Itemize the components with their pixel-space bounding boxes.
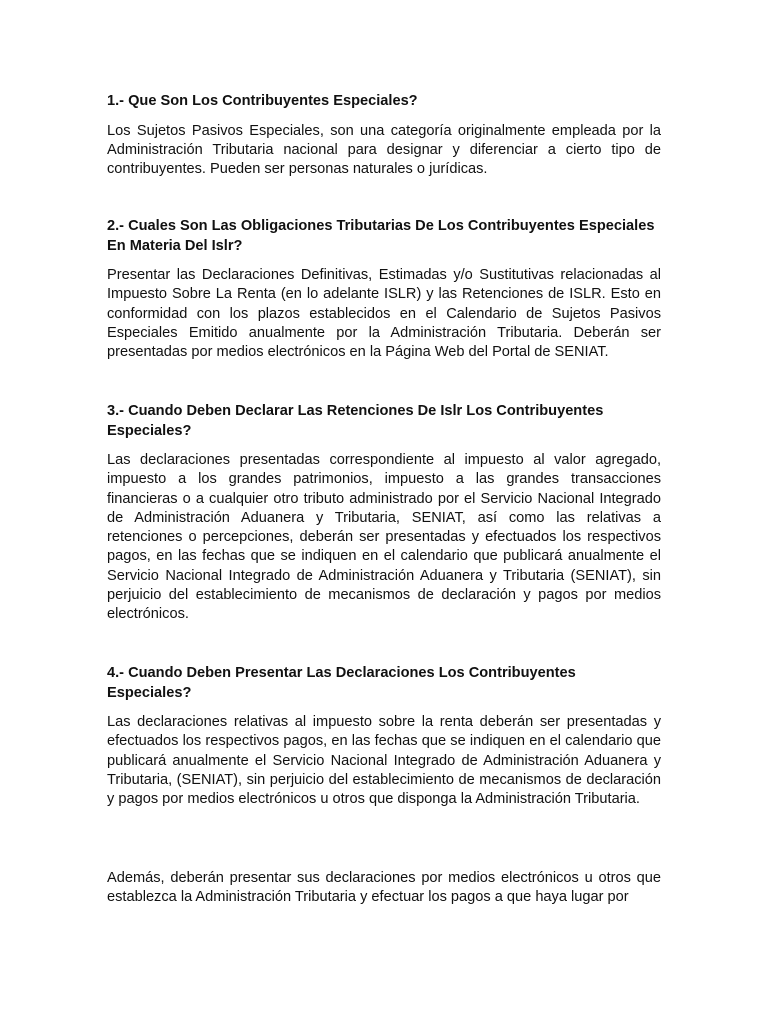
- section-3: [107, 402, 661, 625]
- section-1-paragraph: Los Sujetos Pasivos Especiales, son una categoría originalmente empleada por la Administración Tributaria nacional para designar y diferenciar a cierto tipo de contribuyentes. Pueden ser personas naturales o jurídicas.: [107, 122, 661, 178]
- section-3-heading: 3.- Cuando Deben Declarar Las Retenciones De Islr Los Contribuyentes Especiales?: [107, 403, 604, 439]
- section-4-heading: 4.- Cuando Deben Presentar Las Declaraciones Los Contribuyentes Especiales?: [107, 665, 576, 701]
- section-2-paragraph: Presentar las Declaraciones Definitivas, Estimadas y/o Sustitutivas relacionadas al Impuesto Sobre La Renta (en lo adelante ISLR) y las Retenciones de ISLR. Esto en conformidad con los plazos establecidos en el Calendario de Sujetos Pasivos Especiales Emitido anualmente por la Administración Tributaria. Deberán ser presentadas por medios electrónicos en la Página Web del Portal de SENIAT.: [107, 267, 661, 361]
- section-2: [107, 217, 661, 362]
- section-4: [107, 664, 661, 809]
- section-1: [107, 92, 661, 179]
- section-1-heading: 1.- Que Son Los Contribuyentes Especiales?: [107, 93, 418, 109]
- section-2-heading: 2.- Cuales Son Las Obligaciones Tributarias De Los Contribuyentes Especiales En Materia Del Islr?: [107, 218, 655, 254]
- section-3-paragraph: Las declaraciones presentadas correspondiente al impuesto al valor agregado, impuesto a los grandes patrimonios, impuesto a las grandes transacciones financieras o a cualquier otro tributo administrado por el Servicio Nacional Integrado de Administración Aduanera y Tributaria, SENIAT, así como las relativas a retenciones o percepciones, deberán ser presentadas y efectuados los respectivos pagos, en las fechas que se indiquen en el calendario que publicará anualmente el Servicio Nacional Integrado de Administración Aduanera y Tributaria (SENIAT), sin perjuicio del establecimiento de mecanismos de declaración y pagos por medios electrónicos.: [107, 452, 661, 623]
- section-4-paragraph: Las declaraciones relativas al impuesto sobre la renta deberán ser presentadas y efectuados los respectivos pagos, en las fechas que se indiquen en el calendario que publicará anualmente el Servicio Nacional Integrado de Administración Aduanera y Tributaria, (SENIAT), sin perjuicio del establecimiento de mecanismos de declaración y pagos por medios electrónicos u otros que disponga la Administración Tributaria.: [107, 714, 661, 808]
- closing-section: [107, 869, 661, 908]
- closing-paragraph: Además, deberán presentar sus declaraciones por medios electrónicos u otros que establezca la Administración Tributaria y efectuar los pagos a que haya lugar por: [107, 870, 661, 906]
